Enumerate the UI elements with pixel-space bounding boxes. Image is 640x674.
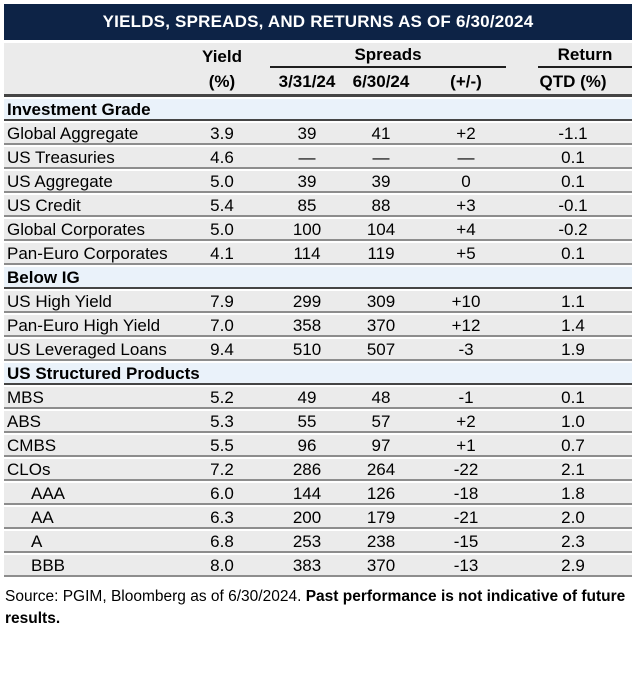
section-label: Below IG — [7, 268, 80, 287]
cell-return-qtd: 1.9 — [561, 340, 585, 359]
cell-return-qtd: 2.0 — [561, 508, 585, 527]
section-label: US Structured Products — [7, 364, 200, 383]
table-row — [4, 171, 632, 193]
table-row — [4, 339, 632, 361]
cell-spread-6-30: — — [372, 148, 390, 167]
cell-spread-6-30: 41 — [371, 124, 391, 143]
header-return-qtd: QTD (%) — [539, 71, 607, 91]
table-row — [4, 483, 632, 505]
cell-spread-change: +2 — [456, 412, 476, 431]
cell-return-qtd: 1.8 — [561, 484, 585, 503]
cell-return-qtd: -1.1 — [558, 124, 588, 143]
cell-yield: 9.4 — [210, 340, 234, 359]
source-note-disclaimer: Past performance is not indicative of future results. — [5, 588, 626, 627]
cell-spread-change: -22 — [453, 460, 479, 479]
row-label: Global Corporates — [7, 220, 145, 239]
cell-return-qtd: 1.4 — [561, 316, 585, 335]
cell-spread-change: -15 — [453, 532, 479, 551]
cell-spread-6-30: 264 — [366, 460, 396, 479]
section-header-row — [4, 267, 632, 289]
cell-spread-6-30: 119 — [367, 244, 395, 263]
table-row — [4, 147, 632, 169]
cell-return-qtd: 0.7 — [561, 436, 585, 455]
cell-spread-change: 0 — [461, 172, 471, 191]
table-row — [4, 555, 632, 577]
header-spread-col-3-31: 3/31/24 — [278, 71, 336, 91]
table-row — [4, 315, 632, 337]
cell-spread-6-30: 39 — [371, 172, 391, 191]
cell-yield: 3.9 — [210, 124, 234, 143]
cell-spread-3-31: 114 — [293, 244, 321, 263]
cell-spread-3-31: 39 — [297, 172, 317, 191]
row-label: CLOs — [7, 460, 51, 479]
header-yield: Yield — [202, 47, 242, 66]
cell-spread-6-30: 104 — [366, 220, 396, 239]
cell-return-qtd: 0.1 — [561, 172, 585, 191]
cell-yield: 6.0 — [210, 484, 234, 503]
header-sub-row — [4, 68, 632, 94]
header-return-group: Return — [538, 43, 632, 68]
source-note-text: Source: PGIM, Bloomberg as of 6/30/2024. — [5, 588, 306, 605]
cell-spread-6-30: 309 — [366, 292, 396, 311]
cell-spread-change: -18 — [453, 484, 479, 503]
cell-spread-6-30: 88 — [371, 196, 391, 215]
table-header — [4, 43, 632, 97]
cell-spread-6-30: 370 — [366, 556, 396, 575]
cell-spread-change: -3 — [458, 340, 474, 359]
table-row — [4, 411, 632, 433]
section-label: Investment Grade — [7, 100, 151, 119]
cell-return-qtd: 2.9 — [561, 556, 585, 575]
cell-spread-6-30: 370 — [366, 316, 396, 335]
cell-yield: 5.0 — [210, 172, 234, 191]
cell-yield: 5.0 — [210, 220, 234, 239]
cell-spread-change: -21 — [453, 508, 479, 527]
table-row — [4, 387, 632, 409]
table-row — [4, 243, 632, 265]
cell-return-qtd: 2.3 — [561, 532, 585, 551]
section-header-row — [4, 99, 632, 121]
cell-spread-change: +12 — [451, 316, 481, 335]
cell-return-qtd: 0.1 — [561, 388, 585, 407]
row-label: US Treasuries — [7, 148, 115, 167]
cell-spread-3-31: 383 — [292, 556, 322, 575]
cell-spread-3-31: 510 — [292, 340, 322, 359]
table-row — [4, 291, 632, 313]
cell-spread-change: — — [457, 148, 475, 167]
cell-yield: 5.3 — [210, 412, 234, 431]
cell-spread-3-31: — — [298, 148, 316, 167]
cell-yield: 5.5 — [210, 436, 234, 455]
cell-yield: 7.2 — [210, 460, 234, 479]
cell-yield: 6.8 — [210, 532, 234, 551]
cell-spread-change: +3 — [456, 196, 476, 215]
row-label: A — [31, 532, 43, 551]
cell-yield: 5.4 — [210, 196, 234, 215]
cell-spread-change: -1 — [458, 388, 474, 407]
cell-spread-3-31: 299 — [292, 292, 322, 311]
row-label: US Credit — [7, 196, 81, 215]
cell-return-qtd: 0.1 — [561, 244, 585, 263]
cell-yield: 4.1 — [210, 244, 234, 263]
cell-yield: 6.3 — [210, 508, 234, 527]
cell-return-qtd: -0.1 — [558, 196, 588, 215]
header-spreads-group: Spreads — [270, 43, 506, 68]
table-row — [4, 219, 632, 241]
cell-spread-change: +5 — [456, 244, 476, 263]
table-row — [4, 123, 632, 145]
cell-spread-3-31: 358 — [292, 316, 322, 335]
cell-spread-change: +1 — [456, 436, 476, 455]
cell-spread-6-30: 48 — [371, 388, 391, 407]
header-yield-unit: (%) — [208, 71, 236, 91]
table-title-bar — [4, 4, 632, 40]
row-label: US Aggregate — [7, 172, 113, 191]
source-note — [4, 586, 632, 629]
cell-spread-3-31: 39 — [297, 124, 317, 143]
cell-spread-3-31: 55 — [297, 412, 317, 431]
cell-spread-6-30: 238 — [366, 532, 396, 551]
table-row — [4, 459, 632, 481]
cell-yield: 7.9 — [210, 292, 234, 311]
header-spread-col-6-30: 6/30/24 — [352, 71, 410, 91]
cell-return-qtd: 2.1 — [561, 460, 585, 479]
cell-spread-change: +10 — [451, 292, 481, 311]
cell-spread-3-31: 253 — [292, 532, 322, 551]
header-spread-col-change: (+/-) — [450, 71, 482, 91]
cell-spread-6-30: 97 — [371, 436, 391, 455]
row-label: ABS — [7, 412, 42, 431]
cell-spread-change: +4 — [456, 220, 476, 239]
row-label: CMBS — [7, 436, 57, 455]
row-label: US Leveraged Loans — [7, 340, 167, 359]
cell-spread-change: +2 — [456, 124, 476, 143]
row-label: US High Yield — [7, 292, 112, 311]
table-body — [4, 99, 632, 577]
cell-spread-3-31: 286 — [292, 460, 322, 479]
cell-spread-change: -13 — [453, 556, 479, 575]
header-group-row — [4, 43, 632, 68]
cell-yield: 7.0 — [210, 316, 234, 335]
table-row — [4, 435, 632, 457]
table-row — [4, 507, 632, 529]
cell-spread-3-31: 85 — [297, 196, 317, 215]
section-header-row — [4, 363, 632, 385]
cell-yield: 5.2 — [210, 388, 234, 407]
cell-spread-6-30: 507 — [366, 340, 396, 359]
row-label: BBB — [31, 556, 66, 575]
row-label: Pan-Euro High Yield — [7, 316, 161, 335]
cell-return-qtd: -0.2 — [558, 220, 588, 239]
cell-yield: 8.0 — [210, 556, 234, 575]
row-label: MBS — [7, 388, 44, 407]
cell-spread-3-31: 200 — [292, 508, 322, 527]
table-row — [4, 531, 632, 553]
cell-spread-6-30: 179 — [366, 508, 396, 527]
cell-spread-3-31: 100 — [292, 220, 322, 239]
cell-yield: 4.6 — [210, 148, 234, 167]
row-label: AAA — [31, 484, 66, 503]
row-label: Global Aggregate — [7, 124, 139, 143]
cell-spread-6-30: 126 — [366, 484, 396, 503]
cell-return-qtd: 0.1 — [561, 148, 585, 167]
cell-spread-3-31: 96 — [297, 436, 317, 455]
table-row — [4, 195, 632, 217]
row-label: Pan-Euro Corporates — [7, 244, 168, 263]
cell-spread-3-31: 49 — [297, 388, 317, 407]
table-title: YIELDS, SPREADS, AND RETURNS AS OF 6/30/2024 — [102, 12, 534, 31]
cell-spread-6-30: 57 — [371, 412, 391, 431]
row-label: AA — [31, 508, 54, 527]
cell-return-qtd: 1.1 — [561, 292, 585, 311]
cell-spread-3-31: 144 — [292, 484, 322, 503]
cell-return-qtd: 1.0 — [561, 412, 585, 431]
